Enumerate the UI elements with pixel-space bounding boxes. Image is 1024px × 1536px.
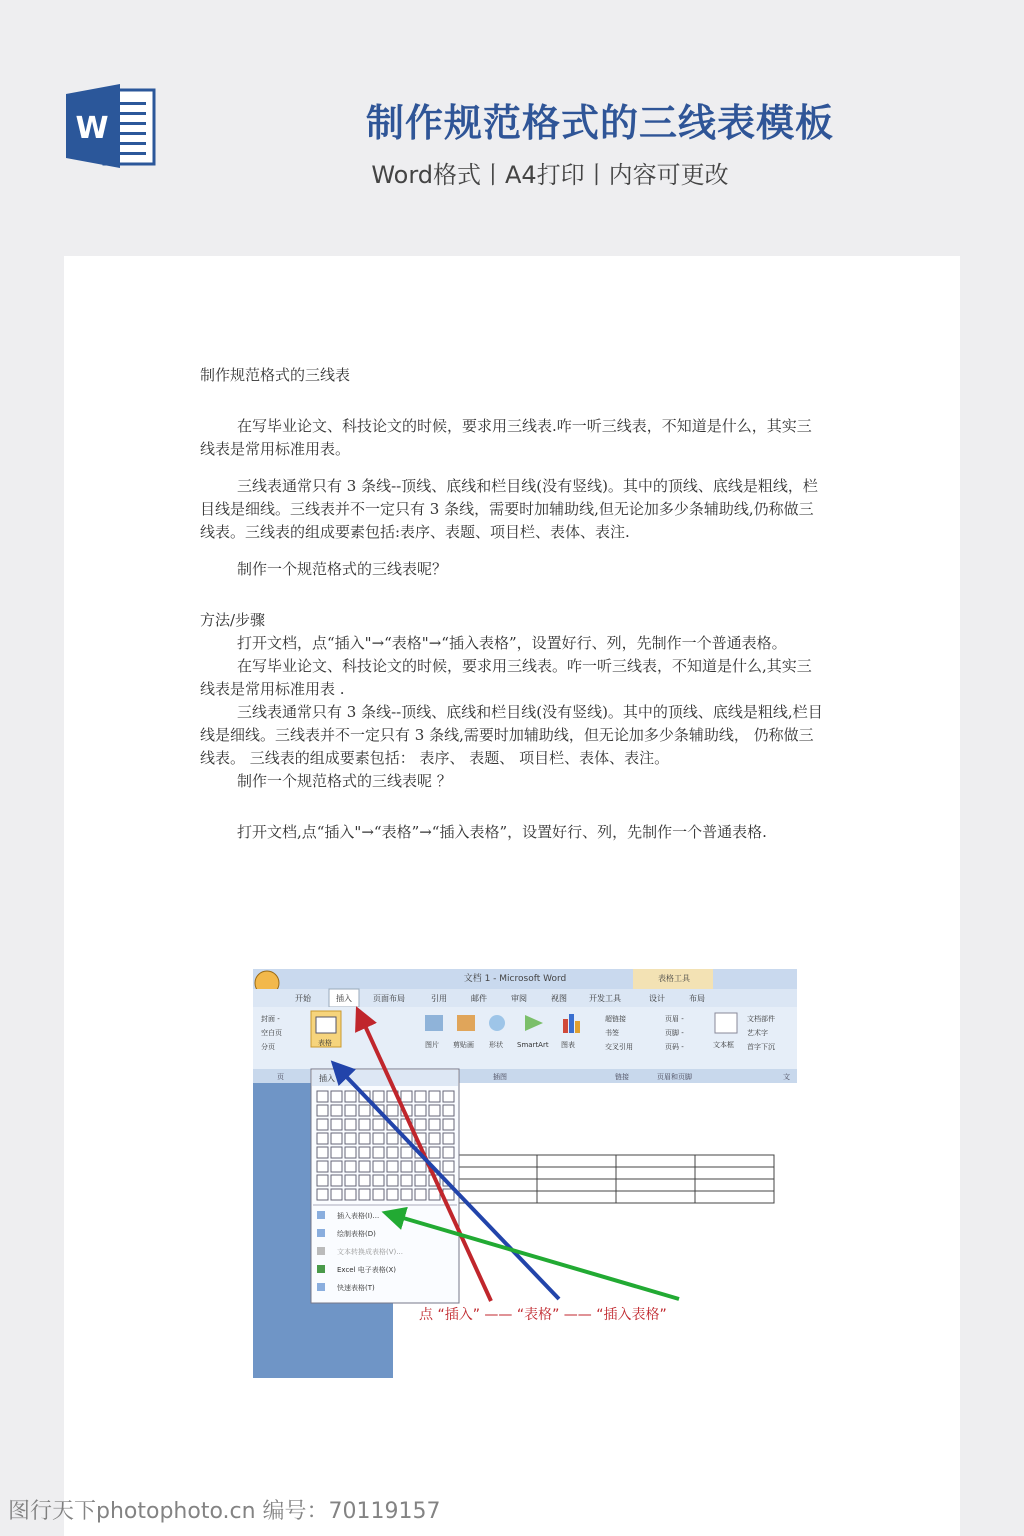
excel-table-menu-item[interactable]: Excel 电子表格(X) [337, 1266, 397, 1274]
grid-cell[interactable] [443, 1105, 454, 1116]
page-subtitle: Word格式丨A4打印丨内容可更改 [371, 161, 729, 189]
grid-cell[interactable] [317, 1189, 328, 1200]
grid-cell[interactable] [331, 1175, 342, 1186]
grid-cell[interactable] [317, 1119, 328, 1130]
grid-cell[interactable] [331, 1147, 342, 1158]
step-5: 打开文档,点“插入"→“表格”→“插入表格”，设置好行、列，先制作一个普通表格. [237, 823, 767, 841]
tab-references: 引用 [431, 994, 447, 1003]
grid-cell[interactable] [443, 1161, 454, 1172]
grid-cell[interactable] [401, 1091, 412, 1102]
clipart-label: 剪贴画 [453, 1041, 474, 1049]
picture-icon[interactable] [425, 1015, 443, 1031]
bookmark-button[interactable]: 书签 [605, 1029, 619, 1037]
grid-cell[interactable] [443, 1091, 454, 1102]
grid-cell[interactable] [331, 1189, 342, 1200]
grid-cell[interactable] [345, 1161, 356, 1172]
grid-cell[interactable] [359, 1133, 370, 1144]
tab-view: 视图 [551, 994, 567, 1003]
grid-cell[interactable] [317, 1175, 328, 1186]
tab-page-layout: 页面布局 [373, 994, 405, 1003]
grid-cell[interactable] [373, 1147, 384, 1158]
grid-cell[interactable] [345, 1091, 356, 1102]
grid-cell[interactable] [317, 1091, 328, 1102]
grid-cell[interactable] [415, 1119, 426, 1130]
grid-cell[interactable] [331, 1105, 342, 1116]
cover-page-button[interactable]: 封面 - [261, 1015, 280, 1023]
figure-caption: 点 “插入” —— “表格” —— “插入表格” [419, 1307, 667, 1323]
textbox-label: 文本框 [713, 1041, 734, 1049]
grid-cell[interactable] [345, 1147, 356, 1158]
grid-cell[interactable] [331, 1161, 342, 1172]
group-label-text: 文 [783, 1073, 790, 1081]
grid-cell[interactable] [373, 1161, 384, 1172]
grid-cell[interactable] [359, 1147, 370, 1158]
step-1: 打开文档，点“插入"→“表格"→“插入表格”，设置好行、列，先制作一个普通表格。 [237, 634, 787, 652]
grid-cell[interactable] [317, 1161, 328, 1172]
page-number-button[interactable]: 页码 - [665, 1043, 684, 1051]
grid-cell[interactable] [401, 1175, 412, 1186]
grid-cell[interactable] [415, 1105, 426, 1116]
grid-cell[interactable] [443, 1147, 454, 1158]
grid-cell[interactable] [387, 1133, 398, 1144]
table-tools-label: 表格工具 [658, 974, 690, 983]
document-body [200, 364, 824, 844]
grid-cell[interactable] [387, 1105, 398, 1116]
hyperlink-button[interactable]: 超链接 [605, 1015, 626, 1023]
chart-icon[interactable] [563, 1019, 568, 1033]
picture-label: 图片 [425, 1041, 439, 1049]
grid-cell[interactable] [387, 1189, 398, 1200]
quick-tables-menu-item[interactable]: 快速表格(T) [337, 1284, 375, 1292]
tab-layout: 布局 [689, 994, 705, 1003]
table-button-label: 表格 [318, 1039, 332, 1047]
grid-cell[interactable] [345, 1189, 356, 1200]
clipart-icon[interactable] [457, 1015, 475, 1031]
blank-page-button[interactable]: 空白页 [261, 1029, 282, 1037]
tab-mailings: 邮件 [471, 994, 487, 1003]
grid-cell[interactable] [345, 1119, 356, 1130]
step-4: 制作一个规范格式的三线表呢 ？ [237, 772, 452, 790]
grid-cell[interactable] [345, 1175, 356, 1186]
tab-insert: 插入 [336, 994, 352, 1003]
grid-cell[interactable] [415, 1189, 426, 1200]
cross-reference-button[interactable]: 交叉引用 [605, 1043, 633, 1051]
page-break-button[interactable]: 分页 [261, 1043, 275, 1051]
grid-cell[interactable] [359, 1175, 370, 1186]
grid-cell[interactable] [359, 1119, 370, 1130]
grid-cell[interactable] [317, 1147, 328, 1158]
grid-cell[interactable] [345, 1133, 356, 1144]
grid-cell[interactable] [443, 1119, 454, 1130]
grid-cell[interactable] [373, 1091, 384, 1102]
step-2: 在写毕业论文、科技论文的时候，要求用三线表。咋一听三线表，不知道是什么,其实三线表是常用标准用表 . [200, 657, 812, 698]
tab-design: 设计 [649, 994, 665, 1003]
grid-cell[interactable] [331, 1091, 342, 1102]
grid-cell[interactable] [401, 1161, 412, 1172]
grid-cell[interactable] [401, 1147, 412, 1158]
chart-label: 图表 [561, 1041, 575, 1049]
tab-developer: 开发工具 [589, 994, 621, 1003]
footer-button[interactable]: 页脚 - [665, 1029, 684, 1037]
window-title: 文档 1 - Microsoft Word [463, 974, 567, 984]
group-label-header-footer: 页眉和页脚 [657, 1073, 692, 1081]
quickparts-button[interactable]: 文档部件 [747, 1015, 775, 1023]
doc-paragraph-2: 三线表通常只有 3 条线--顶线、底线和栏目线(没有竖线)。其中的顶线、底线是粗线，栏目线是细线。三线表并不一定只有 3 条线，需要时加辅助线,但无论加多少条辅助线,仍称做三线表。三线表的组成要素包括:表序、表题、项目栏、表体、表注. [200, 477, 818, 541]
grid-cell[interactable] [331, 1133, 342, 1144]
grid-cell[interactable] [345, 1105, 356, 1116]
grid-cell[interactable] [415, 1161, 426, 1172]
insert-table-menu-item[interactable]: 插入表格(I)... [337, 1212, 380, 1220]
group-label-pages: 页 [277, 1073, 284, 1081]
grid-cell[interactable] [443, 1133, 454, 1144]
doc-paragraph-3: 制作一个规范格式的三线表呢？ [237, 560, 448, 578]
grid-cell[interactable] [373, 1119, 384, 1130]
grid-cell[interactable] [387, 1147, 398, 1158]
method-title: 方法/步骤 [200, 611, 266, 629]
page-title: 制作规范格式的三线表模板 [365, 101, 834, 145]
doc-heading: 制作规范格式的三线表 [200, 366, 351, 384]
grid-cell[interactable] [331, 1119, 342, 1130]
grid-cell[interactable] [387, 1161, 398, 1172]
step-3: 三线表通常只有 3 条线--顶线、底线和栏目线(没有竖线)。其中的顶线、底线是粗线,栏目线是细线。三线表并不一定只有 3 条线,需要时加辅助线，但无论加多少条辅助线， 仍称做三线表。 三线表的组成要素包括： 表序、 表题、 项目栏、表体、表注。 [200, 703, 823, 767]
header-button[interactable]: 页眉 - [665, 1015, 684, 1023]
grid-cell[interactable] [429, 1105, 440, 1116]
dropdown-header: 插入 [319, 1074, 335, 1083]
grid-cell[interactable] [429, 1147, 440, 1158]
grid-cell[interactable] [415, 1091, 426, 1102]
grid-cell[interactable] [429, 1133, 440, 1144]
grid-cell[interactable] [373, 1189, 384, 1200]
watermark: 图行天下photophoto.cn 编号：70119157 [8, 1499, 441, 1524]
word-screenshot-figure [253, 969, 797, 1378]
tab-review: 审阅 [511, 994, 527, 1003]
dropcap-button[interactable]: 首字下沉 [747, 1043, 775, 1051]
shapes-label: 形状 [489, 1041, 503, 1049]
grid-cell[interactable] [429, 1091, 440, 1102]
smartart-label: SmartArt [517, 1041, 549, 1049]
group-label-illustrations: 插图 [493, 1073, 507, 1081]
convert-text-menu-item[interactable]: 文本转换成表格(V)... [337, 1248, 403, 1256]
textbox-icon[interactable] [715, 1013, 737, 1033]
grid-cell[interactable] [373, 1133, 384, 1144]
group-label-links: 链接 [615, 1073, 629, 1081]
grid-cell[interactable] [317, 1133, 328, 1144]
grid-cell[interactable] [359, 1161, 370, 1172]
grid-cell[interactable] [415, 1175, 426, 1186]
wordart-button[interactable]: 艺术字 [747, 1029, 768, 1037]
word-logo-icon [64, 82, 156, 170]
grid-cell[interactable] [429, 1119, 440, 1130]
grid-cell[interactable] [401, 1189, 412, 1200]
table-icon [316, 1017, 336, 1033]
grid-cell[interactable] [373, 1175, 384, 1186]
grid-cell[interactable] [317, 1105, 328, 1116]
grid-cell[interactable] [359, 1105, 370, 1116]
logo-letter: W [75, 111, 109, 146]
shapes-icon[interactable] [489, 1015, 505, 1031]
draw-table-menu-item[interactable]: 绘制表格(D) [337, 1230, 376, 1238]
grid-cell[interactable] [387, 1175, 398, 1186]
grid-cell[interactable] [359, 1189, 370, 1200]
tab-home: 开始 [295, 994, 311, 1003]
doc-paragraph-1: 在写毕业论文、科技论文的时候，要求用三线表.咋一听三线表，不知道是什么，其实三线表是常用标准用表。 [200, 417, 812, 458]
